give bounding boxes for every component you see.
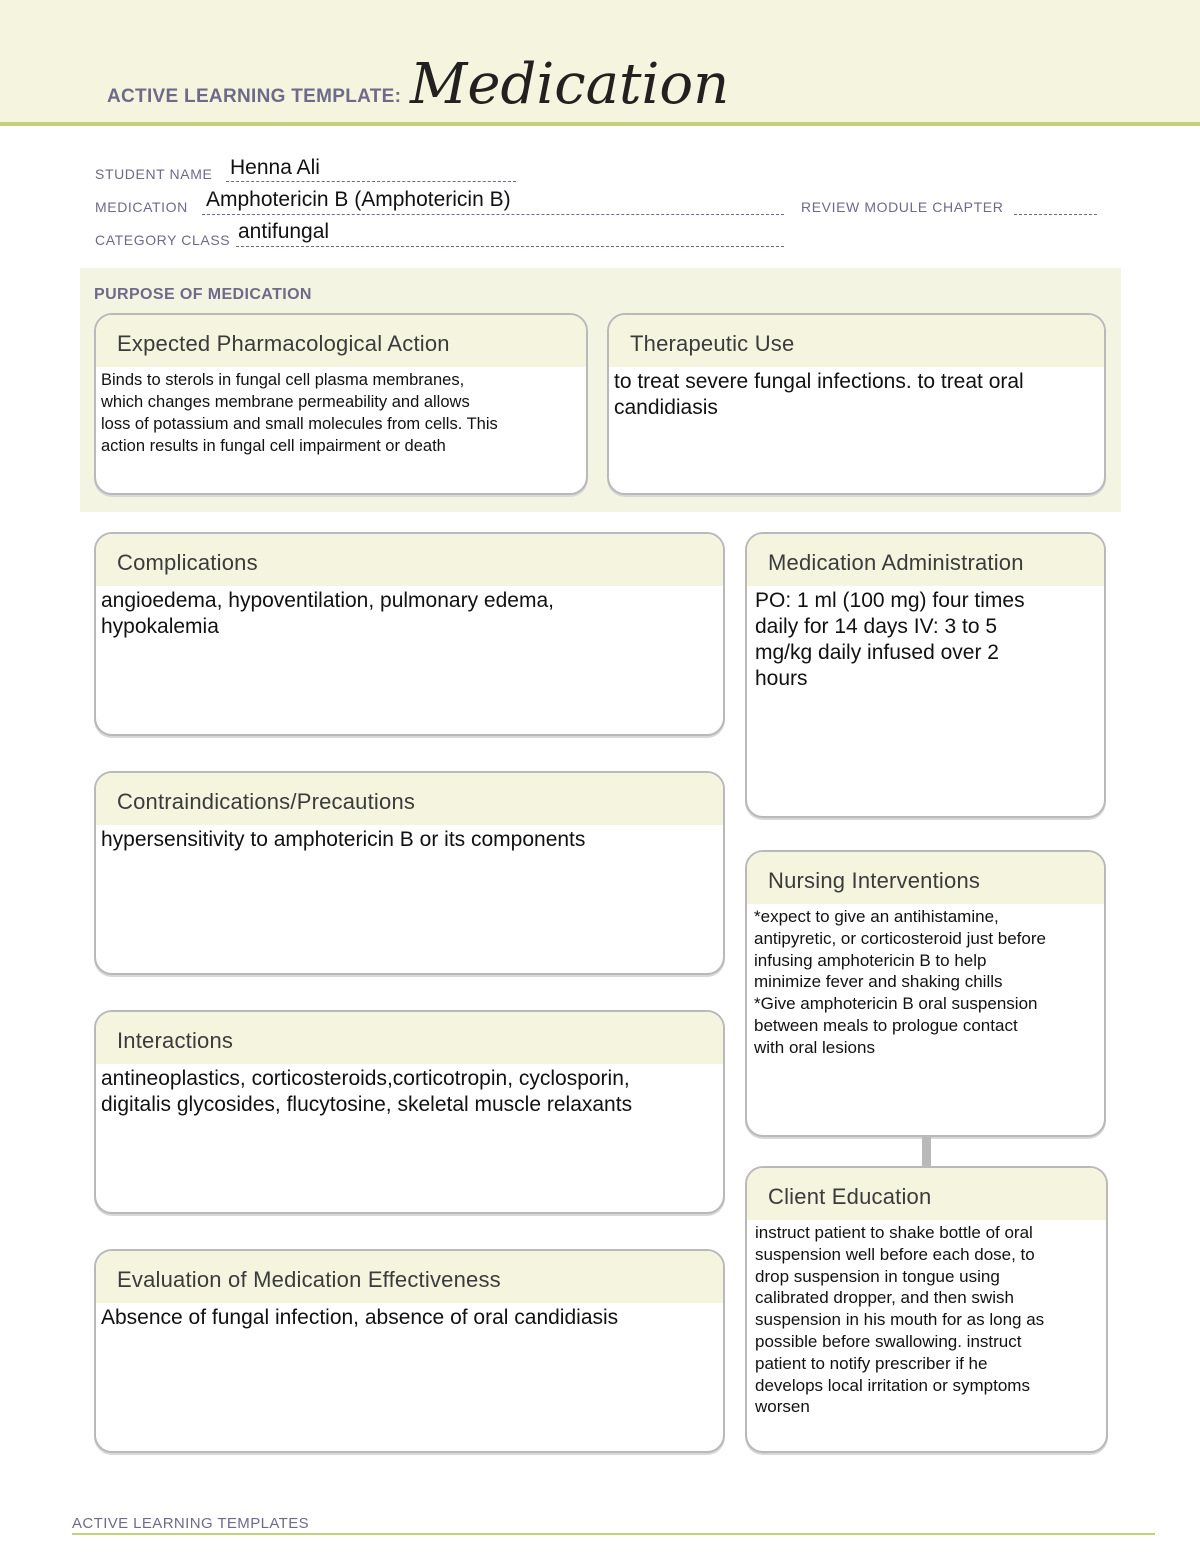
category-class-label: CATEGORY CLASS	[95, 232, 231, 248]
evaluation-card	[94, 1249, 725, 1453]
student-name-field[interactable]: Henna Ali	[230, 156, 320, 179]
expected-action-heading: Expected Pharmacological Action	[96, 315, 586, 367]
contraindications-text[interactable]: hypersensitivity to amphotericin B or its components	[101, 828, 586, 851]
complications-heading: Complications	[96, 534, 723, 586]
medication-label: MEDICATION	[95, 199, 188, 215]
medication-line	[202, 214, 784, 215]
footer-rule	[72, 1533, 1155, 1535]
evaluation-text[interactable]: Absence of fungal infection, absence of oral candidiasis	[101, 1306, 619, 1329]
client-education-card	[745, 1166, 1108, 1453]
contraindications-card	[94, 771, 725, 975]
contraindications-heading: Contraindications/Precautions	[96, 773, 723, 825]
nursing-interventions-card	[745, 850, 1106, 1137]
evaluation-heading: Evaluation of Medication Effectiveness	[96, 1251, 723, 1303]
therapeutic-use-heading: Therapeutic Use	[609, 315, 1104, 367]
header-rule	[0, 122, 1200, 126]
category-class-field[interactable]: antifungal	[238, 220, 330, 243]
client-education-heading: Client Education	[747, 1168, 1106, 1220]
interactions-heading: Interactions	[96, 1012, 723, 1064]
therapeutic-use-text[interactable]: to treat severe fungal infections. to treat oral candidiasis	[614, 370, 1024, 419]
medication-administration-heading: Medication Administration	[747, 534, 1104, 586]
interactions-card	[94, 1010, 725, 1214]
purpose-label: PURPOSE OF MEDICATION	[94, 286, 312, 303]
interactions-text[interactable]: antineoplastics, corticosteroids,corticotropin, cyclosporin, digitalis glycosides, flucytosine, skeletal muscle relaxants	[101, 1067, 633, 1116]
footer-text: ACTIVE LEARNING TEMPLATES	[72, 1515, 309, 1532]
review-module-field[interactable]	[1014, 214, 1097, 215]
client-education-text[interactable]: instruct patient to shake bottle of oral suspension well before each dose, to drop suspension in tongue using calibrated dropper, and then swish suspension in his mouth for as long as possible before swallowing. instruct patient to notify prescriber if he develops local irritation or symptoms worsen	[755, 1223, 1045, 1417]
page-title: Medication	[410, 52, 730, 117]
medication-administration-text[interactable]: PO: 1 ml (100 mg) four times daily for 14 days IV: 3 to 5 mg/kg daily infused over 2 hours	[755, 589, 1025, 690]
nursing-interventions-text[interactable]: *expect to give an antihistamine, antipyretic, or corticosteroid just before infusing amphotericin B to help minimize fever and shaking chills *Give amphotericin B oral suspension between meals to prologue contact with oral lesions	[754, 907, 1046, 1057]
student-name-line	[226, 181, 516, 182]
student-name-label: STUDENT NAME	[95, 166, 213, 182]
expected-action-card	[94, 313, 588, 495]
template-label: ACTIVE LEARNING TEMPLATE:	[107, 86, 402, 107]
review-module-label: REVIEW MODULE CHAPTER	[801, 199, 1004, 215]
medication-field[interactable]: Amphotericin B (Amphotericin B)	[206, 188, 511, 211]
expected-action-text[interactable]: Binds to sterols in fungal cell plasma membranes, which changes membrane permeability and allows loss of potassium and small molecules from cells. This action results in fungal cell impairment or death	[101, 371, 498, 455]
category-class-line	[236, 246, 784, 247]
medication-administration-card	[745, 532, 1106, 818]
therapeutic-use-card	[607, 313, 1106, 495]
complications-card	[94, 532, 725, 736]
complications-text[interactable]: angioedema, hypoventilation, pulmonary edema, hypokalemia	[101, 589, 554, 638]
nursing-interventions-heading: Nursing Interventions	[747, 852, 1104, 904]
connector-bar	[922, 1135, 931, 1167]
